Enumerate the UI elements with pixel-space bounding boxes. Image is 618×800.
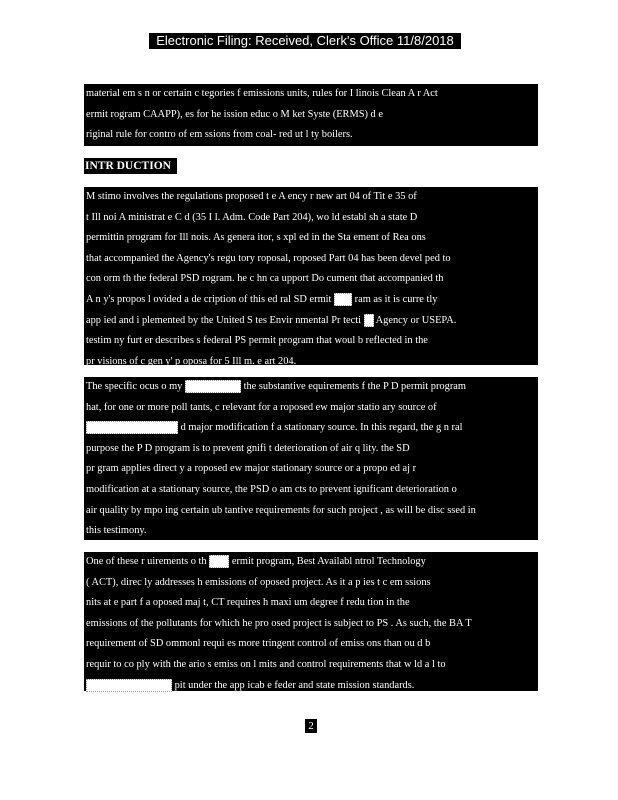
filing-stamp-header: Electronic Filing: Received, Clerk's Office 11/8/2018 xyxy=(149,33,461,49)
text-line xyxy=(86,377,536,398)
paragraph-3 xyxy=(84,377,538,540)
text-segment: Agency or USEPA. xyxy=(375,314,457,326)
text-line: nits at e part f a oposed maj t, CT requires h maxi um degree f redu tion in the xyxy=(86,597,410,609)
text-line xyxy=(86,552,536,573)
redaction-mark xyxy=(86,421,178,434)
text-line: this testimony. xyxy=(86,525,147,537)
text-line: purpose the P D program is to prevent gnifi t deterioration of air q lity. the SD xyxy=(86,442,410,454)
text-line xyxy=(86,311,536,332)
redaction-mark xyxy=(209,555,229,568)
text-line: pr visions of c gen y' p oposa for 5 Ill m. e art 204. xyxy=(86,355,297,367)
text-line: riginal rule for contro of em ssions from coal- red ut l ty boilers. xyxy=(86,129,353,141)
text-segment: ermit program, Best Availabl ntrol Technology xyxy=(231,556,426,567)
text-line: pr gram applies direct y a roposed ew major stationary source or a propo ed aj r xyxy=(86,463,417,475)
text-line: ermit rogram CAAPP), es for he ission educ o M ket Syste (ERMS) d e xyxy=(86,108,383,120)
text-line: con orm th the federal PSD rogram. he c hn ca upport Do cument that accompanied th xyxy=(86,273,444,285)
text-segment: The specific ocus o my xyxy=(86,381,183,392)
text-line xyxy=(86,290,536,311)
text-line: requirement of SD ommonl requi es more tringent control of emiss ons than ou d b xyxy=(86,638,431,650)
paragraph-2 xyxy=(84,187,538,365)
redaction-mark xyxy=(185,380,241,393)
text-segment: app ied and i plemented by the United S tes Envir nmental Pr tecti xyxy=(86,314,361,326)
text-segment: pit under the app icab e feder and state mission standards. xyxy=(174,679,415,691)
text-line: requir to co ply with the ario s emiss on l mits and control requirements that w ld a l to xyxy=(86,658,446,670)
text-line: ( ACT), direc ly addresses h emissions of oposed project. As it a p ies t c em ssions xyxy=(86,576,431,588)
paragraph-1 xyxy=(84,84,538,146)
text-line: air quality by mpo ing certain ub tantive requirements for such project , as will be disc ssed in xyxy=(86,504,476,516)
text-segment: One of these r uirements o th xyxy=(86,556,207,567)
redaction-mark xyxy=(334,293,352,306)
text-line: hat, for one or more poll tants, c relevant for a roposed ew major statio ary source of xyxy=(86,401,437,413)
text-segment: the substantive equirements f the P D permit program xyxy=(243,381,466,392)
section-heading: INTR DUCTION xyxy=(84,158,177,174)
text-line: emissions of the pollutants for which he pro osed project is subject to PS . As such, the BA T xyxy=(86,617,472,629)
redaction-mark xyxy=(86,679,172,692)
text-line: that accompanied the Agency's regu tory roposal, roposed Part 04 has been devel ped to xyxy=(86,252,451,264)
paragraph-4 xyxy=(84,552,538,691)
text-line xyxy=(86,418,536,439)
text-segment: ram as it is curre tly xyxy=(354,293,438,305)
redaction-mark xyxy=(364,314,374,327)
text-line xyxy=(86,676,536,697)
text-line: material em s n or certain c tegories f emissions units, rules for I linois Clean A r Act xyxy=(86,88,438,99)
text-line: t Ill noi A ministrat e C d (35 I l. Adm. Code Part 204), wo ld establ sh a state D xyxy=(86,211,418,223)
page-number: 2 xyxy=(305,719,317,733)
text-line: permittin program for Ill nois. As genera itor, s xpl ed in the Sta ement of Rea ons xyxy=(86,232,426,244)
text-segment: d major modification f a stationary source. In this regard, the g n ral xyxy=(180,422,463,434)
text-segment: A n y's propos l ovided a de cription of this ed ral SD ermit xyxy=(86,293,332,305)
text-line: M stimo involves the regulations proposed t e A ency r new art 04 of Tit e 35 of xyxy=(86,191,417,202)
text-line: modification at a stationary source, the PSD o am cts to prevent ignificant deterioration o xyxy=(86,483,457,495)
text-line: testim ny furt er describes s federal PS permit program that woul b reflected in the xyxy=(86,335,428,347)
